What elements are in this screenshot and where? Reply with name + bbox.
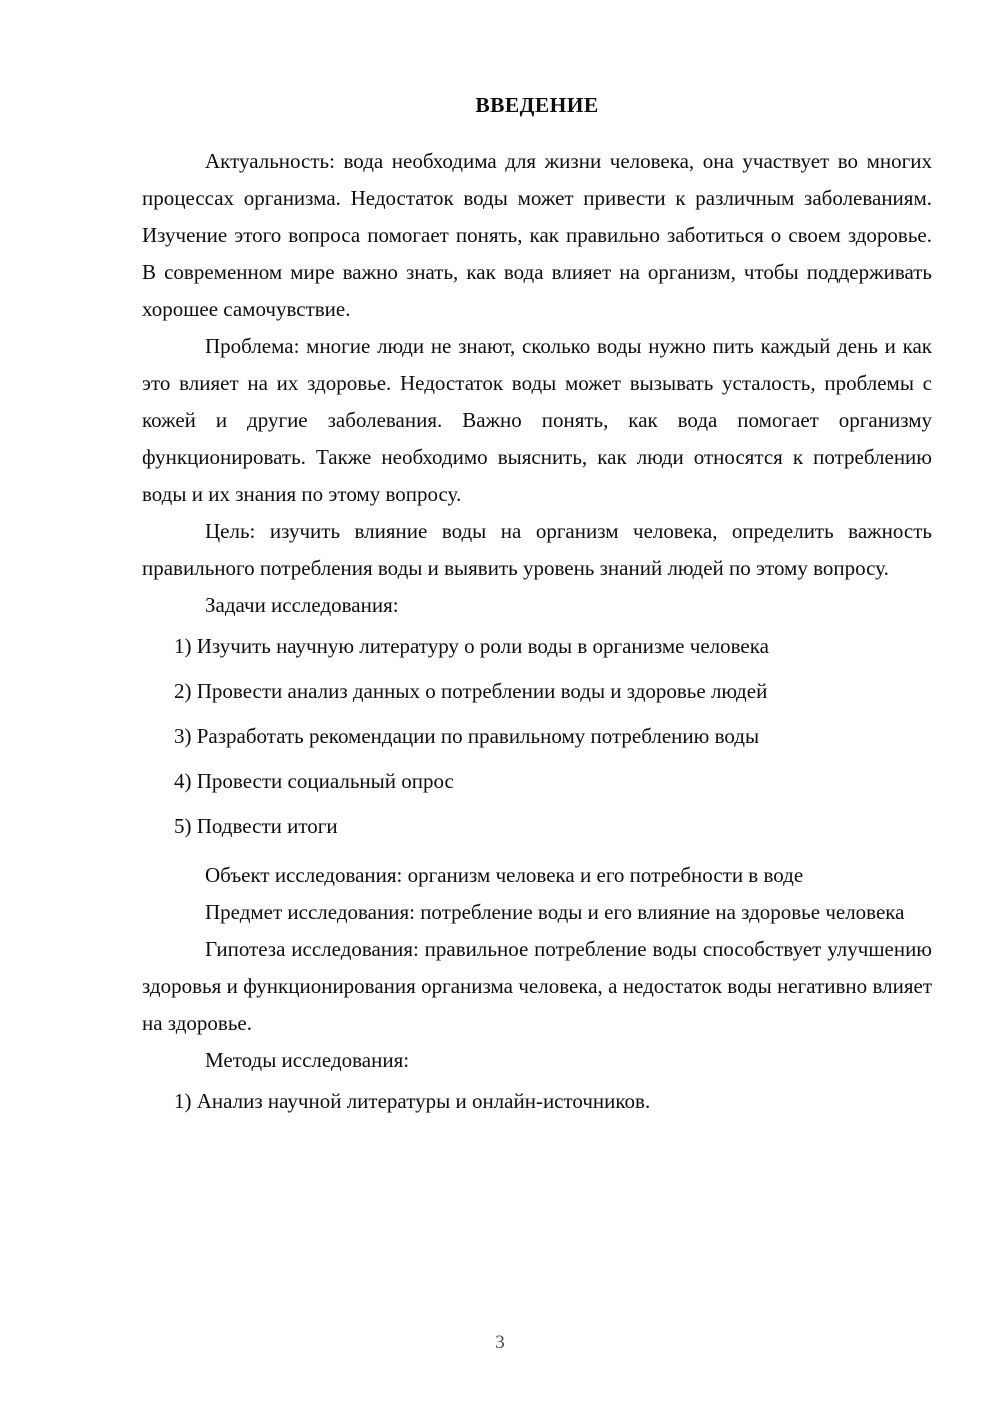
page-title: ВВЕДЕНИЕ xyxy=(475,93,599,117)
paragraph-subject: Предмет исследования: потребление воды и его влияние на здоровье человека xyxy=(205,899,905,924)
paragraph-goal: Цель: изучить влияние воды на организм человека, определить важность правильного потребления воды и выявить уровень знаний людей по этому вопросу. xyxy=(142,518,932,580)
methods-label: Методы исследования: xyxy=(205,1047,410,1072)
tasks-list xyxy=(142,624,932,849)
page-number: 3 xyxy=(495,1332,505,1353)
list-item: 3) Разработать рекомендации по правильному потреблению воды xyxy=(174,723,760,748)
paragraph-object: Объект исследования: организм человека и его потребности в воде xyxy=(205,862,804,887)
list-item: 1) Изучить научную литературу о роли воды в организме человека xyxy=(174,633,769,658)
methods-list xyxy=(142,1079,932,1124)
paragraph-relevance: Актуальность: вода необходима для жизни человека, она участвует во многих процессах организма. Недостаток воды может привести к различным заболеваниям. Изучение этого вопроса помогает понять, как правильно заботиться о своем здоровье. В современном мире важно знать, как вода влияет на организм, чтобы поддерживать хорошее самочувствие. xyxy=(142,148,932,321)
paragraph-hypothesis: Гипотеза исследования: правильное потребление воды способствует улучшению здоровья и функционирования организма человека, а недостаток воды негативно влияет на здоровье. xyxy=(142,936,932,1035)
paragraph-problem: Проблема: многие люди не знают, сколько воды нужно пить каждый день и как это влияет на их здоровье. Недостаток воды может вызывать усталость, проблемы с кожей и другие заболевания. Важно понять, как вода помогает организму функционировать. Также необходимо выяснить, как люди относятся к потреблению воды и их знания по этому вопросу. xyxy=(142,333,932,506)
document-body xyxy=(142,92,932,1124)
list-item: 1) Анализ научной литературы и онлайн-источников. xyxy=(174,1088,651,1113)
tasks-label: Задачи исследования: xyxy=(205,592,399,617)
list-item: 2) Провести анализ данных о потреблении воды и здоровье людей xyxy=(174,678,768,703)
list-item: 5) Подвести итоги xyxy=(174,813,338,838)
list-item: 4) Провести социальный опрос xyxy=(174,768,454,793)
spacer xyxy=(142,849,932,857)
